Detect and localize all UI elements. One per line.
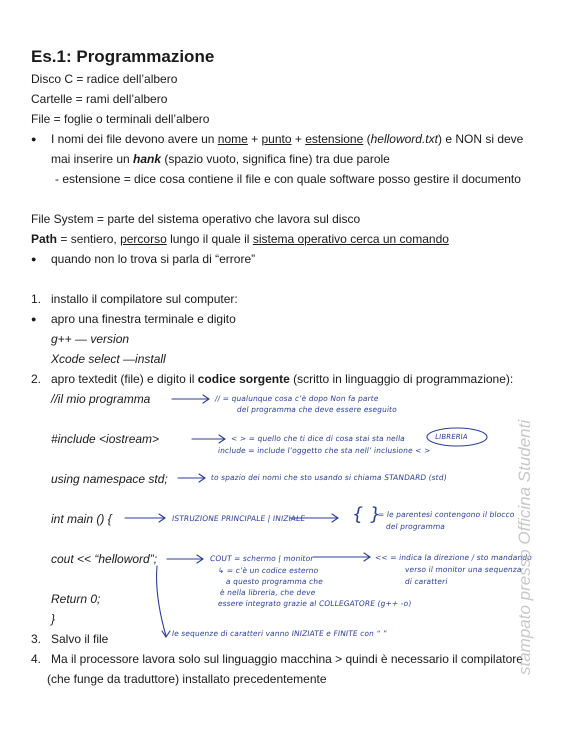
note-cout-2: ↳ = c’è un codice esterno [217, 566, 319, 575]
definition-cartelle: Cartelle = rami dell’albero [31, 92, 168, 106]
note-libreria-boxed: LIBRERIA [434, 433, 469, 441]
note-include-1: < > = quello che ti dice di cosa stai sta nella [230, 434, 406, 443]
note-cout-1: COUT = schermo | monitor [209, 554, 315, 563]
step-number: 4. [31, 652, 42, 666]
code-comment-line: //il mio programma [51, 392, 151, 406]
note-include-2: include = include l’oggetto che sta nell’ inclusione < > [217, 446, 432, 455]
definition-disco: Disco C = radice dell’albero [31, 72, 178, 86]
note-braces-2: del programma [385, 522, 446, 531]
step-number: 1. [31, 292, 42, 306]
filesystem-definition: File System = parte del sistema operativo che lavora sul disco [31, 212, 361, 226]
code-main-line: int main () { [51, 512, 112, 526]
definition-file: File = foglie o terminali dell’albero [31, 112, 210, 126]
bullet-errore: quando non lo trova si parla di “errore” [51, 252, 256, 266]
note-cout-5: essere integrato grazie al COLLEGATORE (g++ -o) [217, 599, 412, 608]
note-braces-1: = le parentesi contengono il blocco [377, 510, 516, 519]
bullet-marker: ● [31, 134, 37, 144]
bullet-filenames-line2: mai inserire un hank (spazio vuoto, significa fine) tra due parole [51, 152, 390, 166]
bullet-filenames-line1: I nomi dei file devono avere un nome + punto + estensione (helloword.txt) e NON si deve [51, 132, 524, 146]
watermark: stampato presso Officina Studenti [515, 419, 534, 675]
code-namespace-line: using namespace std; [51, 472, 168, 486]
step-number: 3. [31, 632, 42, 646]
bullet-marker: ● [31, 314, 37, 324]
step-1-text: installo il compilatore sul computer: [51, 292, 238, 306]
command-xcode-select: Xcode select —install [51, 352, 166, 366]
term-hank: hank [133, 152, 162, 166]
note-comment-1: // = qualunque cosa c’è dopo Non fa parte [214, 394, 380, 403]
note-operator-3: di caratteri [404, 577, 449, 586]
bullet-filenames-line3: - estensione = dice cosa contiene il file e con quale software posso gestire il documento [55, 172, 521, 186]
note-sequences: le sequenze di caratteri vanno INIZIATE e FINITE con “ ” [171, 629, 388, 638]
path-definition: Path = sentiero, percorso lungo il quale il sistema operativo cerca un comando [31, 232, 449, 246]
note-namespace: to spazio dei nomi che sto usando si chiama STANDARD (std) [210, 473, 448, 482]
term-nome: nome [217, 132, 248, 146]
step-4-text: Ma il processore lavora solo sul linguaggio macchina > quindi è necessario il compilatore [51, 652, 523, 666]
code-return-line: Return 0; [51, 592, 101, 606]
step-2-text: apro textedit (file) e digito il codice sorgente (scritto in linguaggio di programmazione): [51, 372, 514, 386]
page-title: Es.1: Programmazione [31, 47, 215, 66]
note-operator-2: verso il monitor una sequenza [404, 565, 523, 574]
code-closing-brace: } [51, 612, 56, 626]
code-include-line: #include <iostream> [51, 432, 160, 446]
term-estensione: estensione [305, 132, 364, 146]
example-filename: helloword.txt [370, 132, 438, 146]
bullet-marker: ● [31, 254, 37, 264]
bullet-terminal: apro una finestra terminale e digito [51, 312, 236, 326]
note-operator-1: << = indica la direzione / sto mandando [374, 553, 533, 562]
step-number: 2. [31, 372, 42, 386]
step-4-text-continued: (che funge da traduttore) installato precedentemente [47, 672, 327, 686]
step-3-text: Salvo il file [51, 632, 109, 646]
note-cout-3: a questo programma che [225, 577, 324, 586]
note-main: ISTRUZIONE PRINCIPALE | INIZIALE [171, 514, 306, 523]
term-punto: punto [261, 132, 292, 146]
note-comment-2: del programma che deve essere eseguito [236, 405, 398, 414]
code-cout-line: cout << “helloword”; [51, 552, 158, 566]
note-cout-4: è nella libreria, che deve [219, 588, 317, 597]
command-gpp-version: g++ — version [51, 332, 130, 346]
note-braces: { } [350, 504, 383, 525]
